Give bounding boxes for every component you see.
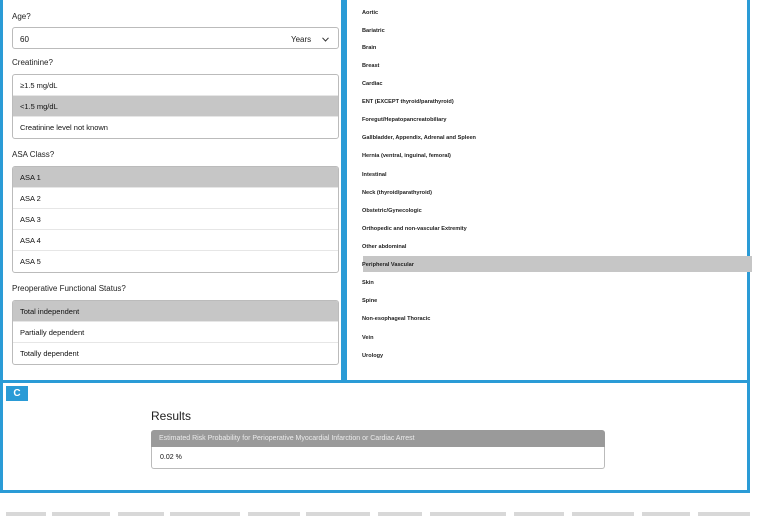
panel-c-badge: C	[6, 386, 28, 401]
asa-class-label: ASA Class?	[12, 150, 55, 159]
age-input[interactable]	[12, 27, 339, 49]
creatinine-label: Creatinine?	[12, 58, 53, 67]
procedure-item[interactable]: Hernia (ventral, inguinal, femoral)	[362, 153, 451, 159]
creatinine-options	[12, 74, 339, 139]
procedure-item[interactable]: Gallbladder, Appendix, Adrenal and Spleen	[362, 135, 476, 141]
patient-inputs-panel	[0, 0, 344, 383]
procedure-panel	[344, 0, 750, 383]
creatinine-option-unknown[interactable]: Creatinine level not known	[20, 123, 108, 132]
age-value: 60	[20, 35, 29, 44]
asa-option-1[interactable]: ASA 1	[13, 167, 338, 188]
procedure-item[interactable]: Bariatric	[362, 28, 385, 34]
asa-option-2[interactable]: ASA 2	[13, 188, 338, 209]
results-value: 0.02 %	[151, 447, 605, 469]
chevron-down-icon[interactable]	[322, 37, 329, 42]
procedure-item[interactable]: Orthopedic and non-vascular Extremity	[362, 226, 467, 232]
procedure-item[interactable]: Foregut/Hepatopancreatobiliary	[362, 117, 447, 123]
procedure-item[interactable]: Vein	[362, 335, 374, 341]
procedure-item[interactable]: Obstetric/Gynecologic	[362, 208, 422, 214]
creatinine-option-normal[interactable]: <1.5 mg/dL	[13, 96, 338, 117]
asa-option-3[interactable]: ASA 3	[13, 209, 338, 230]
asa-class-options	[12, 166, 339, 273]
functional-option-partial[interactable]: Partially dependent	[13, 322, 338, 343]
procedure-item[interactable]: ENT (EXCEPT thyroid/parathyroid)	[362, 99, 454, 105]
procedure-item[interactable]: Skin	[362, 280, 374, 286]
procedure-item[interactable]: Other abdominal	[362, 244, 407, 250]
procedure-item[interactable]: Brain	[362, 45, 377, 51]
procedure-item[interactable]: Neck (thyroid/parathyroid)	[362, 190, 432, 196]
procedure-item[interactable]: Spine	[362, 298, 378, 304]
results-title: Results	[151, 409, 192, 423]
caption-strip	[0, 503, 757, 516]
procedure-selected-highlight	[363, 256, 752, 272]
procedure-item[interactable]: Aortic	[362, 10, 379, 16]
results-panel	[0, 380, 750, 493]
creatinine-option-high[interactable]: ≥1.5 mg/dL	[13, 75, 338, 96]
age-label: Age?	[12, 12, 31, 21]
asa-option-5[interactable]: ASA 5	[20, 257, 41, 266]
procedure-item[interactable]: Breast	[362, 63, 380, 69]
procedure-item[interactable]: Non-esophageal Thoracic	[362, 316, 431, 322]
results-header: Estimated Risk Probability for Perioperative Myocardial Infarction or Cardiac Arrest	[151, 430, 605, 447]
procedure-item[interactable]: Cardiac	[362, 81, 383, 87]
procedure-item[interactable]: Intestinal	[362, 172, 387, 178]
cropped-caption-decoration	[0, 503, 757, 516]
functional-option-independent[interactable]: Total independent	[13, 301, 338, 322]
procedure-item[interactable]: Urology	[362, 353, 384, 359]
age-unit-select[interactable]: Years	[291, 35, 312, 44]
procedure-item-selected[interactable]: Peripheral Vascular	[362, 262, 414, 268]
asa-option-4[interactable]: ASA 4	[13, 230, 338, 251]
functional-status-label: Preoperative Functional Status?	[12, 284, 126, 293]
functional-status-options	[12, 300, 339, 365]
functional-option-total[interactable]: Totally dependent	[20, 349, 79, 358]
